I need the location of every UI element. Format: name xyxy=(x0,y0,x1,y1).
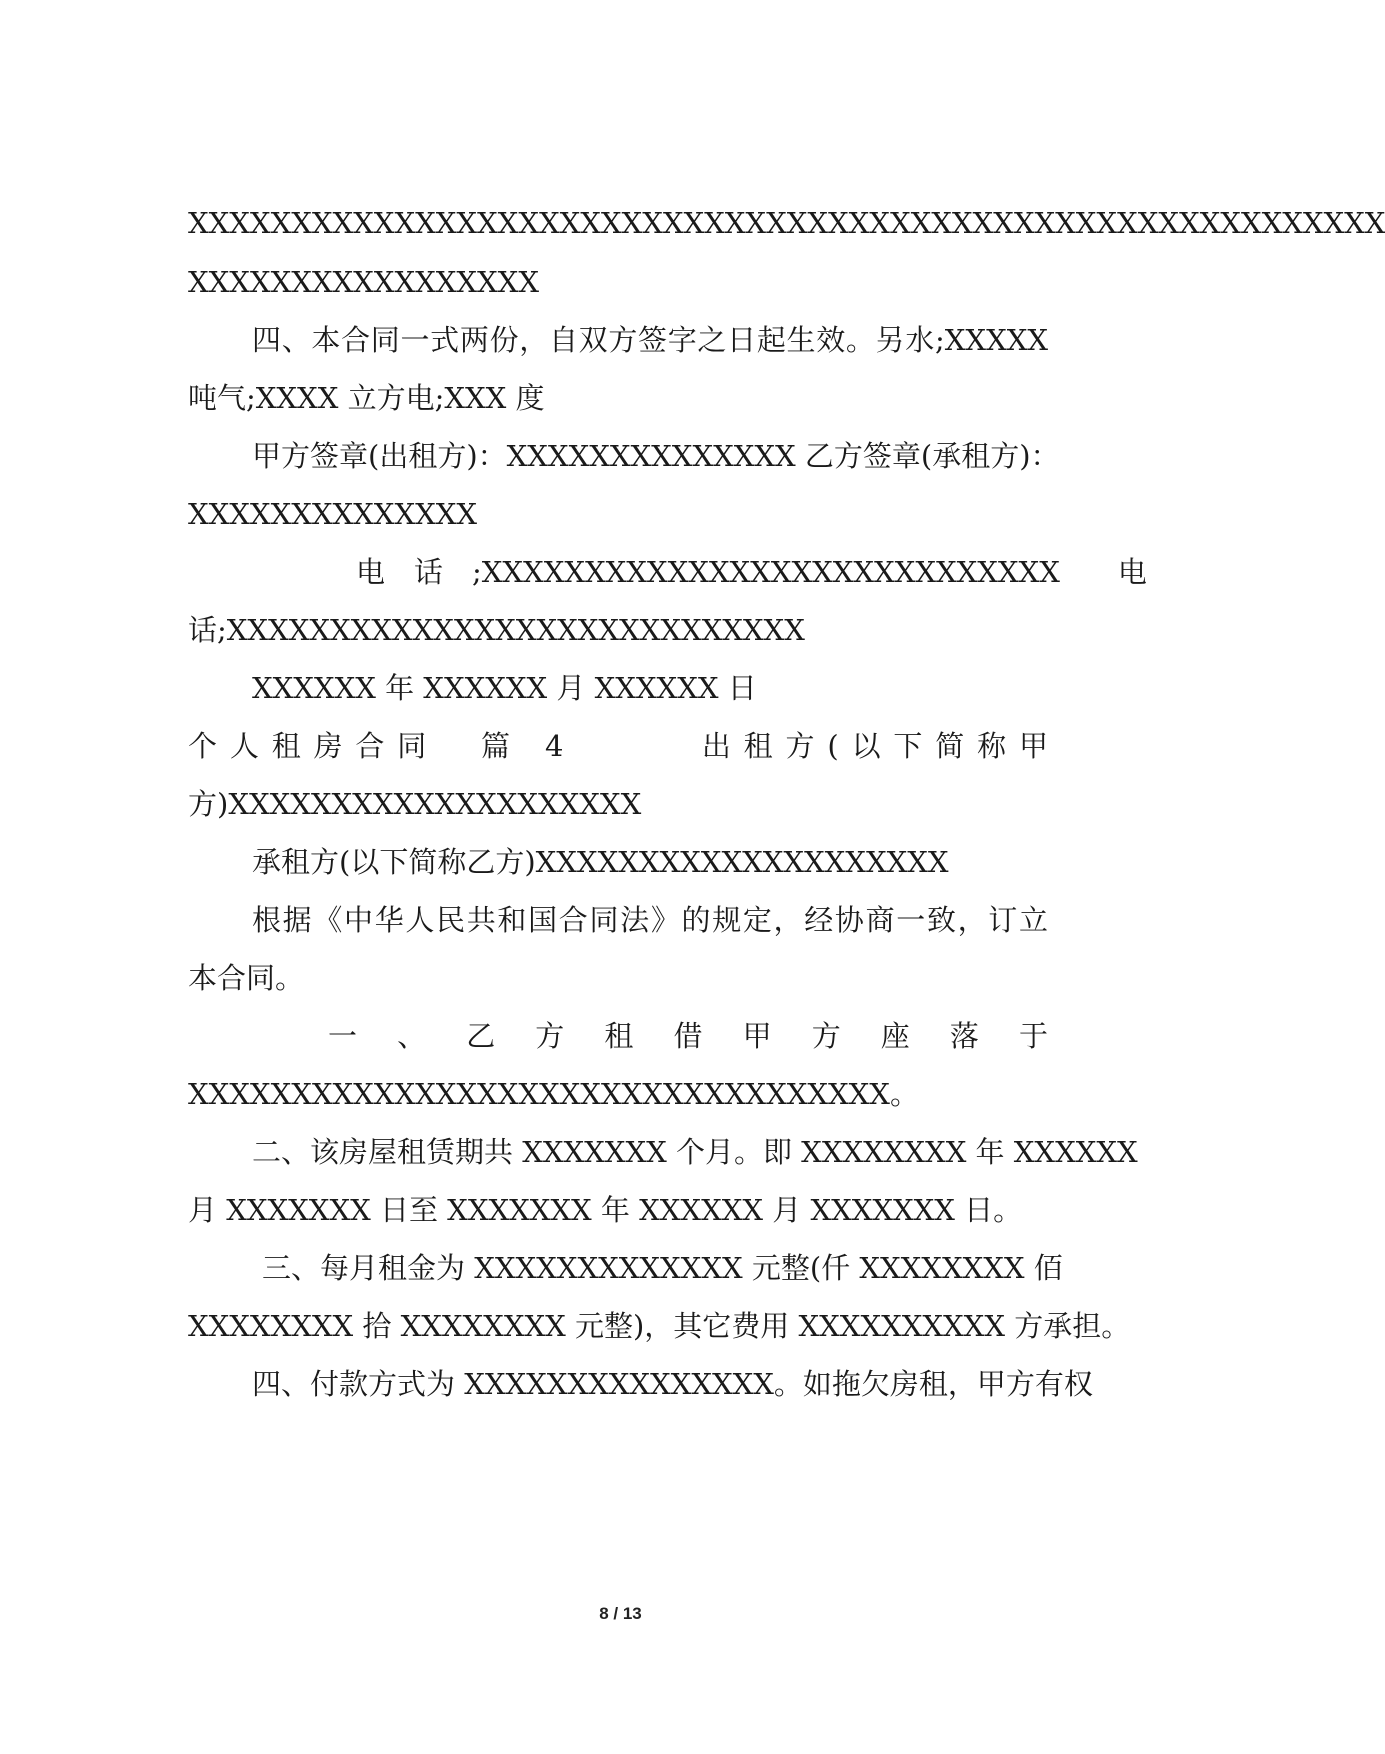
text-line: 四、本合同一式两份，自双方签字之日起生效。另水;XXXXX xyxy=(252,323,1048,357)
text-line: 四、付款方式为 XXXXXXXXXXXXXXX。如拖欠房租，甲方有权 xyxy=(252,1367,1093,1401)
text-line: 三、每月租金为 XXXXXXXXXXXXX 元整(仟 XXXXXXXX 佰 xyxy=(262,1251,1063,1285)
text-line: 月 XXXXXXX 日至 XXXXXXX 年 XXXXXX 月 XXXXXXX 日。 xyxy=(188,1193,1023,1227)
text-line: 根据《中华人民共和国合同法》的规定，经协商一致，订立 xyxy=(252,903,1048,937)
text-line: 方)XXXXXXXXXXXXXXXXXXXX xyxy=(188,787,642,821)
section-heading: 个人租房合同 篇 4 出租方(以下简称甲 xyxy=(188,729,1048,763)
text-line: 话;XXXXXXXXXXXXXXXXXXXXXXXXXXXX xyxy=(188,613,805,647)
text-line: 二、该房屋租赁期共 XXXXXXX 个月。即 XXXXXXXX 年 XXXXXX xyxy=(252,1135,1138,1169)
text-line: 甲方签章(出租方)：XXXXXXXXXXXXXX 乙方签章(承租方)： xyxy=(252,439,1060,473)
text-line: 承租方(以下简称乙方)XXXXXXXXXXXXXXXXXXXX xyxy=(252,845,949,879)
text-line: XXXXXXXX 拾 XXXXXXXX 元整)，其它费用 XXXXXXXXXX 方承担。 xyxy=(188,1309,1131,1343)
text-line: XXXXXX 年 XXXXXX 月 XXXXXX 日 xyxy=(252,671,757,705)
text-line: 一、乙方租借甲方座落于 xyxy=(328,1019,1048,1053)
text-line: XXXXXXXXXXXXXX xyxy=(188,497,478,531)
text-line: 吨气;XXXX 立方电;XXX 度 xyxy=(188,381,545,415)
page-number: 8 / 13 xyxy=(599,1604,642,1623)
text-line: XXXXXXXXXXXXXXXXXXXXXXXXXXXXXXXXXXXXXXXXXXXXXXXXXXXXXXXXXX xyxy=(188,206,1385,240)
text-line: XXXXXXXXXXXXXXXXXXXXXXXXXXXXXXXXXX。 xyxy=(188,1077,919,1111)
text-line: 电 话 ;XXXXXXXXXXXXXXXXXXXXXXXXXXXX 电 xyxy=(356,555,1147,589)
text-line: XXXXXXXXXXXXXXXXX xyxy=(188,265,539,299)
text-line: 本合同。 xyxy=(188,961,305,995)
